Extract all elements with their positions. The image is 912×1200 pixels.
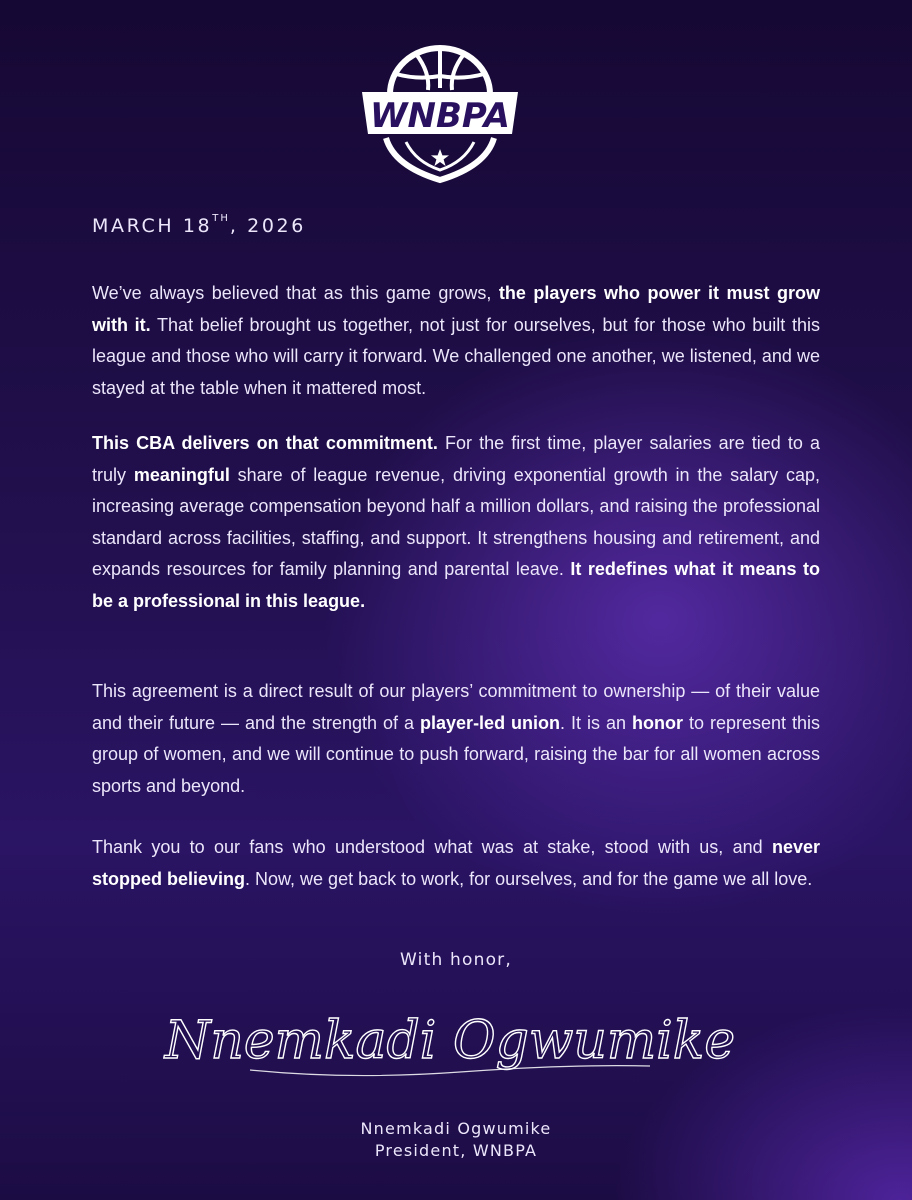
date-year: , 2026 xyxy=(229,215,306,237)
paragraph-text: This agreement is a direct result of our players’ commitment to ownership — of their value and their future — and the strength of a xyxy=(92,681,820,733)
date-ordinal-suffix: TH xyxy=(212,213,230,224)
paragraph-1 xyxy=(92,278,820,404)
paragraph-emphasis: It redefines what it means to be a professional in this league. xyxy=(92,559,820,611)
paragraph-emphasis: never stopped believing xyxy=(92,837,820,889)
paragraph-text: . Now, we get back to work, for ourselves, and for the game we all love. xyxy=(245,868,813,889)
basketball-shield-icon xyxy=(356,38,524,184)
paragraph-emphasis: player-led union xyxy=(420,712,561,733)
signer-title: President, WNBPA xyxy=(374,1141,538,1160)
paragraph-text: Thank you to our fans who understood what was at stake, stood with us, and xyxy=(92,837,772,857)
paragraph-text: We’ve always believed that as this game grows, xyxy=(92,283,499,303)
paragraph-emphasis: This CBA delivers on that commitment. xyxy=(92,433,438,453)
paragraph-text: For the first time, player salaries are tied to a truly xyxy=(92,433,820,485)
handwritten-signature xyxy=(164,996,736,1092)
logo-wordmark: WNBPA xyxy=(370,96,510,136)
paragraph-text: That belief brought us together, not just for ourselves, but for those who built this league and those who will carry it forward. We challenged one another, we listened, and we stayed at the table when it mattered most. xyxy=(92,314,821,398)
date-text: MARCH 18 xyxy=(92,215,213,237)
paragraph-text: . It is an xyxy=(560,712,632,733)
signature-script: Nnemkadi Ogwumike xyxy=(164,1011,736,1071)
paragraph-4 xyxy=(92,832,820,895)
closing-line: With honor, xyxy=(400,950,512,970)
signer-block xyxy=(0,1118,912,1162)
signer-name: Nnemkadi Ogwumike xyxy=(360,1119,552,1138)
paragraph-emphasis: honor xyxy=(631,712,683,733)
letter-date xyxy=(92,215,306,237)
paragraph-text: share of league revenue, driving exponential growth in the salary cap, increasing average compensation beyond half a million dollars, and raising the professional standard across facilities, staffing, and support. It strengthens housing and retirement, and expands resources for family planning and parental leave. xyxy=(92,464,820,579)
paragraph-emphasis: the players who power it must grow with it. xyxy=(92,283,820,335)
paragraph-text: to represent this group of women, and we will continue to push forward, raising the bar for all women across sports and beyond. xyxy=(92,712,820,796)
paragraph-2 xyxy=(92,428,820,617)
wnbpa-logo xyxy=(356,38,524,184)
paragraph-3 xyxy=(92,676,820,802)
paragraph-emphasis: meaningful xyxy=(133,464,230,485)
